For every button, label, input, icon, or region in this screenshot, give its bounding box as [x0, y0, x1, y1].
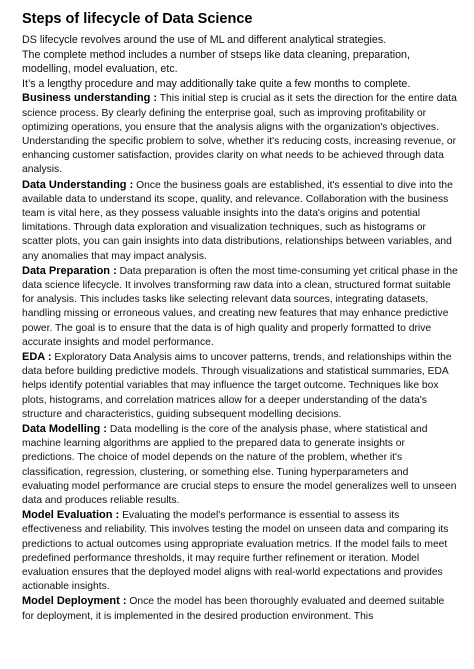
intro-line: DS lifecycle revolves around the use of ML and different analytical strategies.: [22, 34, 387, 46]
section-body: Evaluating the model's performance is essential to assess its effectiveness and reliability. This involves testing the model on unseen data and comparing its predictions to actual outcomes using appropriate evaluation metrics. If the model fails to meet predefined performance thresholds, it may require further refinement or iteration. Model evaluation ensures that the deployed model aligns with real-world expectations and provides actionable insights.: [22, 510, 449, 593]
section-heading: Data Preparation :: [22, 264, 117, 277]
section-heading: Data Modelling :: [22, 423, 107, 436]
section-data-preparation: [22, 264, 458, 350]
section-body: This initial step is crucial as it sets the direction for the entire data science process. By clearly defining the enterprise goal, such as improving profitability or optimizing operations, you ensure that the analysis aligns with the organization's objectives. Understanding the specific problem to solve, whether it's reducing costs, increasing revenue, or enhancing customer satisfaction, provides clarity on what needs to be achieved through data analysis.: [22, 93, 457, 176]
section-body: Once the business goals are established, it's essential to dive into the available data to understand its scope, quality, and relevance. Collaboration with the business team is vital here, as they possess valuable insights into the data's origins and potential limitations. Through data exploration and visualization techniques, such as histograms or scatter plots, you can gain insights into data distributions, relationships between variables, and any anomalies that may impact analysis.: [22, 179, 453, 262]
section-model-deployment: [22, 594, 458, 623]
section-data-modelling: [22, 422, 458, 508]
section-heading: Business understanding :: [22, 92, 158, 105]
section-heading: Model Deployment :: [22, 595, 127, 608]
section-body: Data modelling is the core of the analysis phase, where statistical and machine learning algorithms are applied to the prepared data to generate insights or predictions. The choice of model depends on the nature of the problem, whether it's classification, regression, clustering, or something else. Tuning hyperparameters and evaluating model performance are crucial steps to ensure the model generalizes well to unseen data and produces reliable results.: [22, 424, 457, 507]
intro-block: [22, 33, 458, 91]
section-body: Exploratory Data Analysis aims to uncover patterns, trends, and relationships within the data before building predictive models. Through visualizations and statistical summaries, EDA helps identify potential variables that may influence the target outcome. Techniques like box plots, histograms, and correlation matrices allow for a deeper understanding of the data's structure and characteristics, guiding subsequent modelling decisions.: [22, 352, 452, 420]
section-model-evaluation: [22, 508, 458, 594]
section-heading: Model Evaluation :: [22, 509, 120, 522]
section-data-understanding: [22, 178, 458, 264]
document-page: [22, 10, 458, 624]
document-title: Steps of lifecycle of Data Science: [22, 11, 253, 27]
section-body: Once the model has been thoroughly evaluated and deemed suitable for deployment, it is implemented in the desired production environment. This: [22, 596, 445, 622]
section-eda: [22, 350, 458, 422]
section-business-understanding: [22, 91, 458, 177]
section-body: Data preparation is often the most time-consuming yet critical phase in the data science lifecycle. It involves transforming raw data into a clean, structured format suitable for analysis. This includes tasks like selecting relevant data sources, integrating datasets, handling missing or erroneous values, and creating new features that may enhance predictive power. The goal is to ensure that the data is of high quality and properly formatted to drive accurate insights and model performance.: [22, 265, 458, 348]
intro-line: It’s a lengthy procedure and may additionally take quite a few months to complete.: [22, 77, 411, 90]
section-heading: Data Understanding :: [22, 178, 134, 191]
section-heading: EDA :: [22, 351, 52, 364]
intro-line: The complete method includes a number of stseps like data cleaning, preparation, modelling, model evaluation, etc.: [22, 48, 410, 76]
